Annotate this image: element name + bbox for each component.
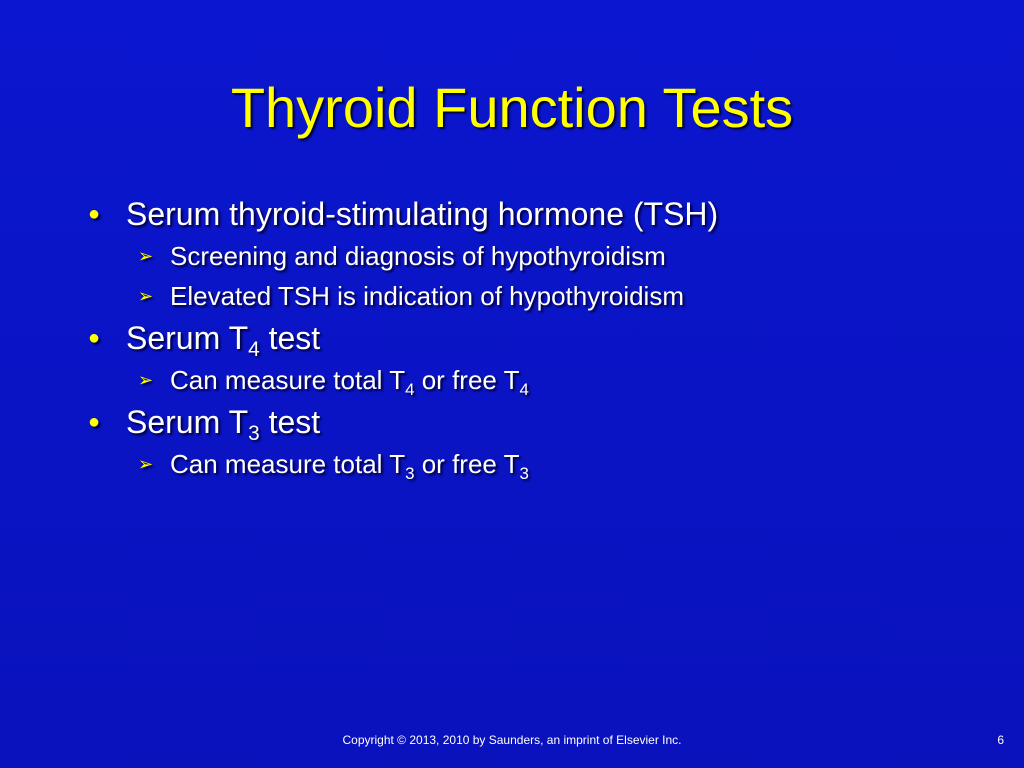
- subscript: 4: [519, 379, 529, 399]
- sub-bullet-text-part: Can measure total T: [170, 449, 406, 479]
- subscript: 4: [405, 379, 415, 399]
- bullet-item: [88, 192, 988, 236]
- bullet-item: [88, 400, 988, 444]
- bullet-text: Serum thyroid-stimulating hormone (TSH): [126, 196, 719, 232]
- subscript: 4: [248, 338, 260, 362]
- sub-bullet-item: [138, 236, 988, 276]
- sub-bullet-text: Screening and diagnosis of hypothyroidism: [170, 241, 666, 271]
- copyright-footer: Copyright © 2013, 2010 by Saunders, an imprint of Elsevier Inc.: [342, 733, 682, 747]
- bullet-dot-icon: ●: [88, 411, 101, 433]
- bullet-text-part: Serum T: [126, 320, 249, 356]
- sub-bullet-text-part: or free T: [414, 365, 520, 395]
- arrowhead-icon: ➢: [138, 246, 154, 266]
- sub-bullet-item: [138, 444, 988, 484]
- bullet-dot-icon: ●: [88, 327, 101, 349]
- slide-title: Thyroid Function Tests: [230, 76, 794, 139]
- bullet-text-part: Serum T: [126, 404, 249, 440]
- sub-bullet-text-part: or free T: [414, 449, 520, 479]
- subscript: 3: [405, 463, 415, 483]
- bullet-text-part: test: [259, 404, 321, 440]
- subscript: 3: [248, 422, 260, 446]
- bullet-item: [88, 316, 988, 360]
- sub-bullet-text-part: Can measure total T: [170, 365, 406, 395]
- arrowhead-icon: ➢: [138, 286, 154, 306]
- arrowhead-icon: ➢: [138, 370, 154, 390]
- subscript: 3: [519, 463, 529, 483]
- sub-bullet-item: [138, 360, 988, 400]
- sub-bullet-item: [138, 276, 988, 316]
- arrowhead-icon: ➢: [138, 454, 154, 474]
- page-number: 6: [997, 733, 1004, 747]
- sub-bullet-text: Elevated TSH is indication of hypothyroidism: [170, 281, 684, 311]
- bullet-dot-icon: ●: [88, 203, 101, 225]
- bullet-list: [88, 192, 988, 484]
- bullet-text-part: test: [259, 320, 321, 356]
